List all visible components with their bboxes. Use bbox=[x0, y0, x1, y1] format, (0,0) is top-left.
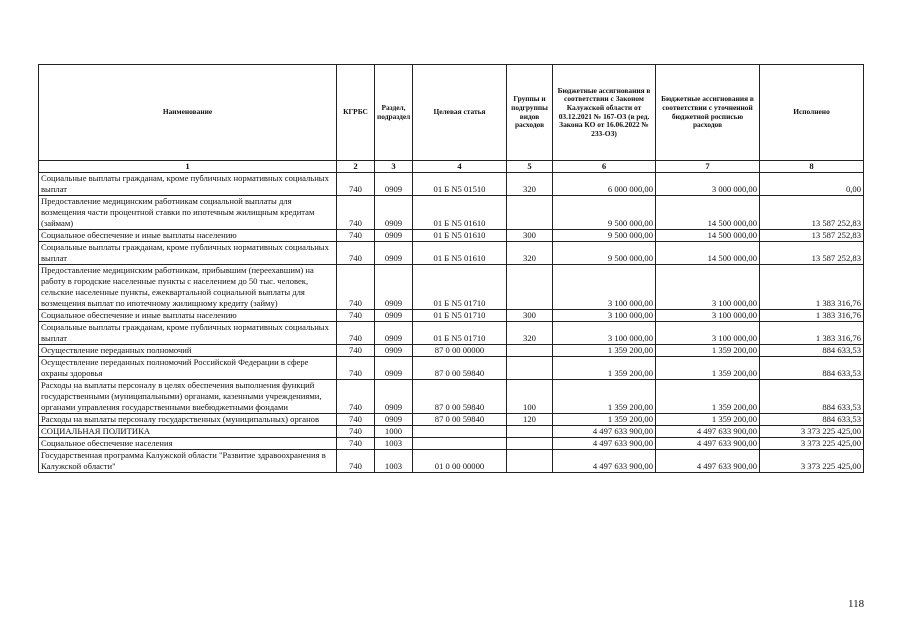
cell-name: Социальные выплаты гражданам, кроме публичных нормативных социальных выплат bbox=[39, 173, 337, 196]
cell-section: 0909 bbox=[375, 230, 413, 242]
table-row bbox=[39, 242, 864, 265]
cell-executed: 1 383 316,76 bbox=[760, 322, 864, 345]
column-number: 6 bbox=[553, 161, 656, 173]
cell-refined: 1 359 200,00 bbox=[656, 380, 760, 414]
cell-executed: 13 587 252,83 bbox=[760, 230, 864, 242]
cell-target: 87 0 00 00000 bbox=[413, 345, 507, 357]
cell-name: Социальные выплаты гражданам, кроме публичных нормативных социальных выплат bbox=[39, 322, 337, 345]
column-number: 5 bbox=[507, 161, 553, 173]
cell-name: Предоставление медицинским работникам социальной выплаты для возмещения части процентной ставки по ипотечным жилищным кредитам (займам) bbox=[39, 196, 337, 230]
cell-kgrbs: 740 bbox=[337, 265, 375, 310]
cell-name: Осуществление переданных полномочий bbox=[39, 345, 337, 357]
cell-kgrbs: 740 bbox=[337, 426, 375, 438]
cell-kgrbs: 740 bbox=[337, 345, 375, 357]
cell-refined: 14 500 000,00 bbox=[656, 230, 760, 242]
cell-executed: 0,00 bbox=[760, 173, 864, 196]
cell-kgrbs: 740 bbox=[337, 438, 375, 450]
cell-executed: 884 633,53 bbox=[760, 345, 864, 357]
column-number: 8 bbox=[760, 161, 864, 173]
cell-group bbox=[507, 450, 553, 473]
cell-group: 320 bbox=[507, 322, 553, 345]
cell-target: 01 Б N5 01610 bbox=[413, 242, 507, 265]
cell-target: 87 0 00 59840 bbox=[413, 357, 507, 380]
cell-executed: 13 587 252,83 bbox=[760, 196, 864, 230]
cell-executed: 884 633,53 bbox=[760, 380, 864, 414]
cell-name: Расходы на выплаты персоналу в целях обеспечения выполнения функций государственными (муниципальными) органами, казенными учреждениями, органами управления государственными внебюджетными фондами bbox=[39, 380, 337, 414]
cell-name: Осуществление переданных полномочий Российской Федерации в сфере охраны здоровья bbox=[39, 357, 337, 380]
header-section: Раздел, подраздел bbox=[375, 65, 413, 161]
header-target: Целевая статья bbox=[413, 65, 507, 161]
cell-group: 300 bbox=[507, 230, 553, 242]
cell-target bbox=[413, 426, 507, 438]
header-row bbox=[39, 65, 864, 161]
table-row bbox=[39, 230, 864, 242]
cell-approved: 1 359 200,00 bbox=[553, 357, 656, 380]
cell-section: 0909 bbox=[375, 265, 413, 310]
cell-group bbox=[507, 438, 553, 450]
cell-group: 100 bbox=[507, 380, 553, 414]
cell-target: 01 Б N5 01610 bbox=[413, 230, 507, 242]
cell-kgrbs: 740 bbox=[337, 230, 375, 242]
page-number: 118 bbox=[848, 598, 865, 610]
cell-target: 87 0 00 59840 bbox=[413, 414, 507, 426]
cell-name: СОЦИАЛЬНАЯ ПОЛИТИКА bbox=[39, 426, 337, 438]
table-row bbox=[39, 438, 864, 450]
header-group: Группы и подгруппы видов расходов bbox=[507, 65, 553, 161]
cell-approved: 9 500 000,00 bbox=[553, 242, 656, 265]
table-row bbox=[39, 426, 864, 438]
cell-refined: 1 359 200,00 bbox=[656, 345, 760, 357]
cell-refined: 14 500 000,00 bbox=[656, 242, 760, 265]
column-number: 1 bbox=[39, 161, 337, 173]
cell-target: 01 Б N5 01710 bbox=[413, 310, 507, 322]
cell-refined: 1 359 200,00 bbox=[656, 357, 760, 380]
cell-name: Государственная программа Калужской области "Развитие здравоохранения в Калужской области" bbox=[39, 450, 337, 473]
cell-group bbox=[507, 196, 553, 230]
cell-refined: 4 497 633 900,00 bbox=[656, 450, 760, 473]
table-row bbox=[39, 265, 864, 310]
cell-target: 01 0 00 00000 bbox=[413, 450, 507, 473]
cell-target: 87 0 00 59840 bbox=[413, 380, 507, 414]
cell-approved: 1 359 200,00 bbox=[553, 380, 656, 414]
cell-approved: 4 497 633 900,00 bbox=[553, 450, 656, 473]
table-body bbox=[39, 173, 864, 473]
cell-group bbox=[507, 265, 553, 310]
cell-group bbox=[507, 345, 553, 357]
cell-kgrbs: 740 bbox=[337, 196, 375, 230]
cell-name: Предоставление медицинским работникам, прибывшим (переехавшим) на работу в городские населенные пункты с населением до 50 тыс. человек, сельские населенные пункты, ежеквартальной социальной выплаты для возмещения выплат по ипотечному жилищному кредиту (займу) bbox=[39, 265, 337, 310]
cell-section: 0909 bbox=[375, 380, 413, 414]
cell-executed: 3 373 225 425,00 bbox=[760, 450, 864, 473]
cell-group: 320 bbox=[507, 242, 553, 265]
cell-approved: 4 497 633 900,00 bbox=[553, 438, 656, 450]
cell-approved: 4 497 633 900,00 bbox=[553, 426, 656, 438]
cell-approved: 9 500 000,00 bbox=[553, 230, 656, 242]
budget-table bbox=[38, 64, 864, 473]
cell-name: Социальное обеспечение и иные выплаты населению bbox=[39, 310, 337, 322]
cell-executed: 13 587 252,83 bbox=[760, 242, 864, 265]
cell-section: 0909 bbox=[375, 242, 413, 265]
column-number-row bbox=[39, 161, 864, 173]
cell-name: Социальное обеспечение и иные выплаты населению bbox=[39, 230, 337, 242]
cell-refined: 3 100 000,00 bbox=[656, 322, 760, 345]
column-number: 2 bbox=[337, 161, 375, 173]
header-name: Наименование bbox=[39, 65, 337, 161]
cell-section: 0909 bbox=[375, 322, 413, 345]
table-row bbox=[39, 345, 864, 357]
header-executed: Исполнено bbox=[760, 65, 864, 161]
cell-name: Социальные выплаты гражданам, кроме публичных нормативных социальных выплат bbox=[39, 242, 337, 265]
cell-section: 1003 bbox=[375, 438, 413, 450]
column-number: 3 bbox=[375, 161, 413, 173]
cell-executed: 1 383 316,76 bbox=[760, 265, 864, 310]
table-row bbox=[39, 322, 864, 345]
cell-refined: 4 497 633 900,00 bbox=[656, 438, 760, 450]
cell-refined: 3 100 000,00 bbox=[656, 310, 760, 322]
cell-target: 01 Б N5 01710 bbox=[413, 265, 507, 310]
cell-approved: 9 500 000,00 bbox=[553, 196, 656, 230]
cell-approved: 3 100 000,00 bbox=[553, 310, 656, 322]
cell-executed: 884 633,53 bbox=[760, 414, 864, 426]
cell-kgrbs: 740 bbox=[337, 357, 375, 380]
cell-executed: 884 633,53 bbox=[760, 357, 864, 380]
table-header bbox=[39, 65, 864, 173]
cell-kgrbs: 740 bbox=[337, 322, 375, 345]
cell-executed: 1 383 316,76 bbox=[760, 310, 864, 322]
cell-kgrbs: 740 bbox=[337, 414, 375, 426]
cell-executed: 3 373 225 425,00 bbox=[760, 438, 864, 450]
cell-approved: 3 100 000,00 bbox=[553, 265, 656, 310]
cell-kgrbs: 740 bbox=[337, 310, 375, 322]
cell-name: Расходы на выплаты персоналу государственных (муниципальных) органов bbox=[39, 414, 337, 426]
cell-refined: 14 500 000,00 bbox=[656, 196, 760, 230]
cell-executed: 3 373 225 425,00 bbox=[760, 426, 864, 438]
cell-target: 01 Б N5 01510 bbox=[413, 173, 507, 196]
cell-kgrbs: 740 bbox=[337, 173, 375, 196]
cell-section: 0909 bbox=[375, 345, 413, 357]
cell-approved: 3 100 000,00 bbox=[553, 322, 656, 345]
header-refined: Бюджетные ассигнования в соответствии с уточненной бюджетной росписью расходов bbox=[656, 65, 760, 161]
cell-kgrbs: 740 bbox=[337, 450, 375, 473]
cell-section: 1003 bbox=[375, 450, 413, 473]
cell-target: 01 Б N5 01710 bbox=[413, 322, 507, 345]
cell-section: 1000 bbox=[375, 426, 413, 438]
cell-target bbox=[413, 438, 507, 450]
cell-section: 0909 bbox=[375, 310, 413, 322]
table-row bbox=[39, 357, 864, 380]
cell-section: 0909 bbox=[375, 357, 413, 380]
cell-approved: 1 359 200,00 bbox=[553, 414, 656, 426]
cell-group bbox=[507, 426, 553, 438]
table-row bbox=[39, 173, 864, 196]
cell-section: 0909 bbox=[375, 414, 413, 426]
cell-group: 300 bbox=[507, 310, 553, 322]
header-approved: Бюджетные ассигнования в соответствии с Законом Калужской области от 03.12.2021 № 167-ОЗ (в ред. Закона КО от 16.06.2022 № 233-ОЗ) bbox=[553, 65, 656, 161]
cell-group bbox=[507, 357, 553, 380]
cell-refined: 1 359 200,00 bbox=[656, 414, 760, 426]
cell-name: Социальное обеспечение населения bbox=[39, 438, 337, 450]
cell-approved: 1 359 200,00 bbox=[553, 345, 656, 357]
cell-target: 01 Б N5 01610 bbox=[413, 196, 507, 230]
table-row bbox=[39, 196, 864, 230]
column-number: 7 bbox=[656, 161, 760, 173]
table-row bbox=[39, 414, 864, 426]
cell-group: 320 bbox=[507, 173, 553, 196]
cell-kgrbs: 740 bbox=[337, 242, 375, 265]
header-kgrbs: КГРБС bbox=[337, 65, 375, 161]
table-row bbox=[39, 380, 864, 414]
table-row bbox=[39, 450, 864, 473]
cell-section: 0909 bbox=[375, 173, 413, 196]
cell-group: 120 bbox=[507, 414, 553, 426]
cell-section: 0909 bbox=[375, 196, 413, 230]
cell-refined: 4 497 633 900,00 bbox=[656, 426, 760, 438]
column-number: 4 bbox=[413, 161, 507, 173]
cell-kgrbs: 740 bbox=[337, 380, 375, 414]
table-row bbox=[39, 310, 864, 322]
cell-refined: 3 100 000,00 bbox=[656, 265, 760, 310]
cell-approved: 6 000 000,00 bbox=[553, 173, 656, 196]
cell-refined: 3 000 000,00 bbox=[656, 173, 760, 196]
